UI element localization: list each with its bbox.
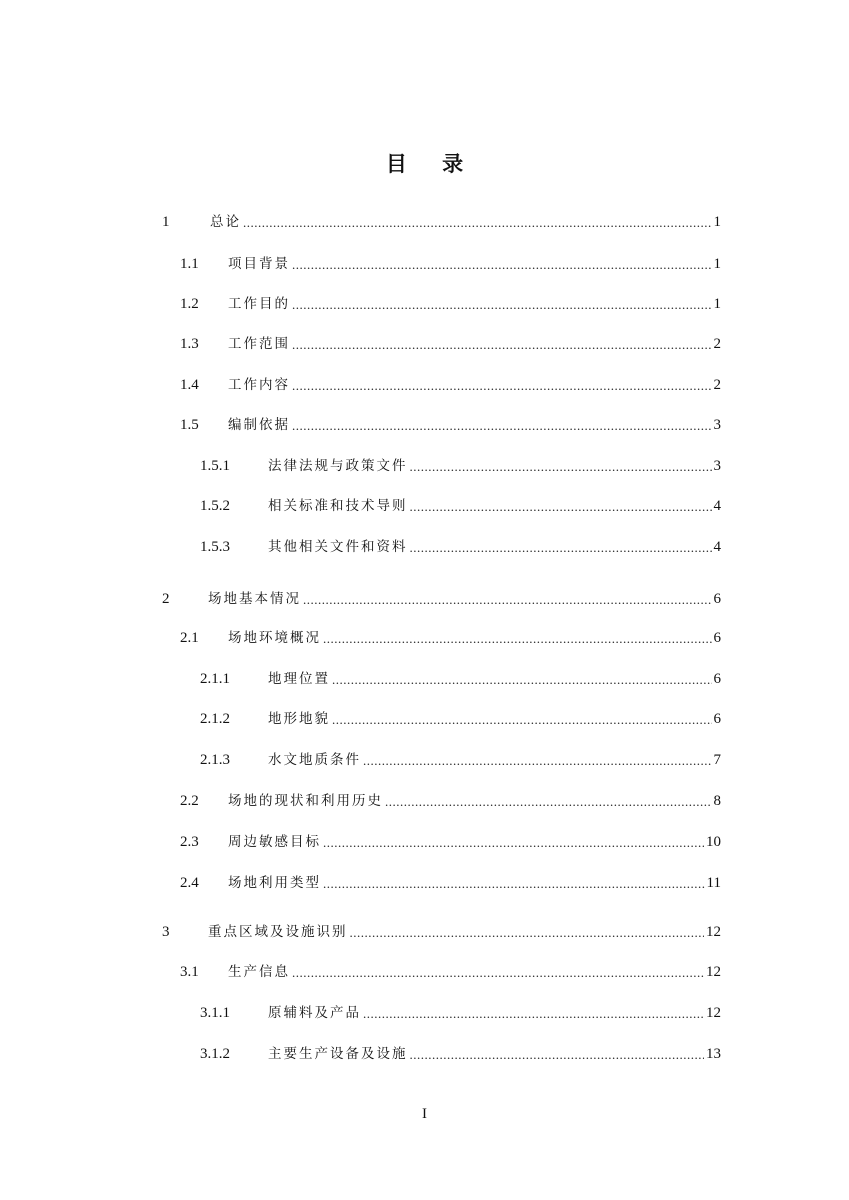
toc-entry-number: 2.2 bbox=[180, 793, 199, 809]
toc-leader-dots bbox=[332, 711, 712, 728]
toc-leader-dots bbox=[410, 1046, 705, 1063]
toc-leader-dots bbox=[292, 336, 712, 353]
toc-entry-page: 2 bbox=[713, 336, 721, 352]
toc-entry[interactable] bbox=[180, 788, 721, 810]
toc-entry[interactable] bbox=[200, 534, 721, 556]
toc-entry-title: 场地的现状和利用历史 bbox=[228, 793, 383, 809]
toc-entry-title: 地形地貌 bbox=[268, 711, 330, 727]
toc-entry[interactable] bbox=[180, 625, 721, 647]
toc-entry-number: 1.5.3 bbox=[200, 539, 230, 555]
toc-entry-number: 1 bbox=[162, 214, 170, 230]
toc-entry-number: 1.5.2 bbox=[200, 498, 230, 514]
toc-leader-dots bbox=[292, 256, 712, 273]
toc-entry-number: 2.1.2 bbox=[200, 711, 230, 727]
toc-entry-page: 3 bbox=[713, 458, 721, 474]
toc-leader-dots bbox=[292, 377, 712, 394]
toc-entry-number: 2.1 bbox=[180, 630, 199, 646]
toc-leader-dots bbox=[292, 296, 712, 313]
toc-entry-page: 10 bbox=[706, 834, 721, 850]
toc-entry-title: 水文地质条件 bbox=[268, 752, 361, 768]
toc-entry-page: 1 bbox=[713, 296, 721, 312]
toc-entry-page: 13 bbox=[706, 1046, 721, 1062]
toc-entry[interactable] bbox=[162, 919, 721, 941]
toc-entry-number: 3 bbox=[162, 924, 170, 940]
toc-leader-dots bbox=[363, 1005, 704, 1022]
toc-leader-dots bbox=[323, 630, 712, 647]
toc-entry-page: 12 bbox=[706, 964, 721, 980]
toc-entry-page: 4 bbox=[713, 539, 721, 555]
toc-entry-title: 重点区域及设施识别 bbox=[208, 924, 348, 940]
toc-entry-number: 1.1 bbox=[180, 256, 199, 272]
toc-entry-title: 周边敏感目标 bbox=[228, 834, 321, 850]
toc-leader-dots bbox=[292, 417, 712, 434]
toc-leader-dots bbox=[385, 793, 712, 810]
toc-entry-number: 3.1.2 bbox=[200, 1046, 230, 1062]
toc-leader-dots bbox=[410, 498, 712, 515]
toc-entry[interactable] bbox=[162, 586, 721, 608]
toc-entry-title: 原辅料及产品 bbox=[268, 1005, 361, 1021]
toc-leader-dots bbox=[323, 834, 704, 851]
toc-entry-title: 地理位置 bbox=[268, 671, 330, 687]
toc-entry[interactable] bbox=[180, 870, 721, 892]
toc-leader-dots bbox=[332, 671, 712, 688]
toc-entry[interactable] bbox=[200, 1000, 721, 1022]
toc-leader-dots bbox=[410, 458, 712, 475]
toc-entry[interactable] bbox=[200, 666, 721, 688]
toc-entry-page: 6 bbox=[713, 671, 721, 687]
toc-entry-title: 场地利用类型 bbox=[228, 875, 321, 891]
toc-entry-page: 2 bbox=[713, 377, 721, 393]
toc-entry-title: 工作内容 bbox=[228, 377, 290, 393]
toc-entry-number: 2.3 bbox=[180, 834, 199, 850]
toc-entry-number: 2.1.3 bbox=[200, 752, 230, 768]
toc-entry-title: 场地环境概况 bbox=[228, 630, 321, 646]
toc-entry-page: 12 bbox=[706, 924, 721, 940]
toc-entry-page: 6 bbox=[713, 591, 721, 607]
toc-entry-number: 1.2 bbox=[180, 296, 199, 312]
toc-entry-title: 工作目的 bbox=[228, 296, 290, 312]
toc-entry-page: 8 bbox=[713, 793, 721, 809]
toc-entry-number: 3.1.1 bbox=[200, 1005, 230, 1021]
toc-entry-page: 7 bbox=[713, 752, 721, 768]
toc-leader-dots bbox=[363, 752, 712, 769]
toc-leader-dots bbox=[303, 591, 712, 608]
toc-entry-page: 6 bbox=[713, 711, 721, 727]
toc-leader-dots bbox=[292, 964, 704, 981]
toc-entry-number: 3.1 bbox=[180, 964, 199, 980]
toc-entry[interactable] bbox=[180, 829, 721, 851]
toc-entry-title: 工作范围 bbox=[228, 336, 290, 352]
toc-entry-title: 编制依据 bbox=[228, 417, 290, 433]
toc-entry-number: 2.4 bbox=[180, 875, 199, 891]
toc-entry-title: 其他相关文件和资料 bbox=[268, 539, 408, 555]
page-number: I bbox=[422, 1106, 427, 1122]
toc-entry[interactable] bbox=[200, 747, 721, 769]
toc-title: 目 录 bbox=[385, 152, 478, 176]
toc-entry-page: 3 bbox=[713, 417, 721, 433]
toc-entry[interactable] bbox=[180, 412, 721, 434]
toc-entry-number: 1.5 bbox=[180, 417, 199, 433]
toc-entry[interactable] bbox=[162, 209, 721, 231]
toc-entry[interactable] bbox=[180, 251, 721, 273]
toc-entry-title: 场地基本情况 bbox=[208, 591, 301, 607]
toc-entry[interactable] bbox=[180, 372, 721, 394]
toc-entry[interactable] bbox=[200, 493, 721, 515]
toc-leader-dots bbox=[410, 539, 712, 556]
toc-leader-dots bbox=[243, 214, 712, 231]
toc-entry-page: 11 bbox=[706, 875, 721, 891]
toc-entry-title: 法律法规与政策文件 bbox=[268, 458, 408, 474]
toc-entry[interactable] bbox=[200, 1041, 721, 1063]
toc-entry-title: 生产信息 bbox=[228, 964, 290, 980]
toc-entry[interactable] bbox=[180, 331, 721, 353]
toc-entry[interactable] bbox=[180, 959, 721, 981]
toc-entry-page: 1 bbox=[713, 214, 721, 230]
toc-entry-number: 2 bbox=[162, 591, 170, 607]
toc-entry-page: 6 bbox=[713, 630, 721, 646]
toc-entry-title: 项目背景 bbox=[228, 256, 290, 272]
toc-entry-title: 主要生产设备及设施 bbox=[268, 1046, 408, 1062]
toc-entry-number: 1.5.1 bbox=[200, 458, 230, 474]
toc-leader-dots bbox=[323, 875, 705, 892]
toc-entry[interactable] bbox=[200, 706, 721, 728]
toc-entry-number: 1.4 bbox=[180, 377, 199, 393]
toc-entry-number: 2.1.1 bbox=[200, 671, 230, 687]
toc-entry-page: 12 bbox=[706, 1005, 721, 1021]
toc-entry-title: 总论 bbox=[210, 214, 241, 230]
toc-entry[interactable] bbox=[180, 291, 721, 313]
toc-entry[interactable] bbox=[200, 453, 721, 475]
toc-entry-page: 4 bbox=[713, 498, 721, 514]
toc-entry-title: 相关标准和技术导则 bbox=[268, 498, 408, 514]
toc-entry-page: 1 bbox=[713, 256, 721, 272]
toc-leader-dots bbox=[350, 924, 705, 941]
toc-entry-number: 1.3 bbox=[180, 336, 199, 352]
